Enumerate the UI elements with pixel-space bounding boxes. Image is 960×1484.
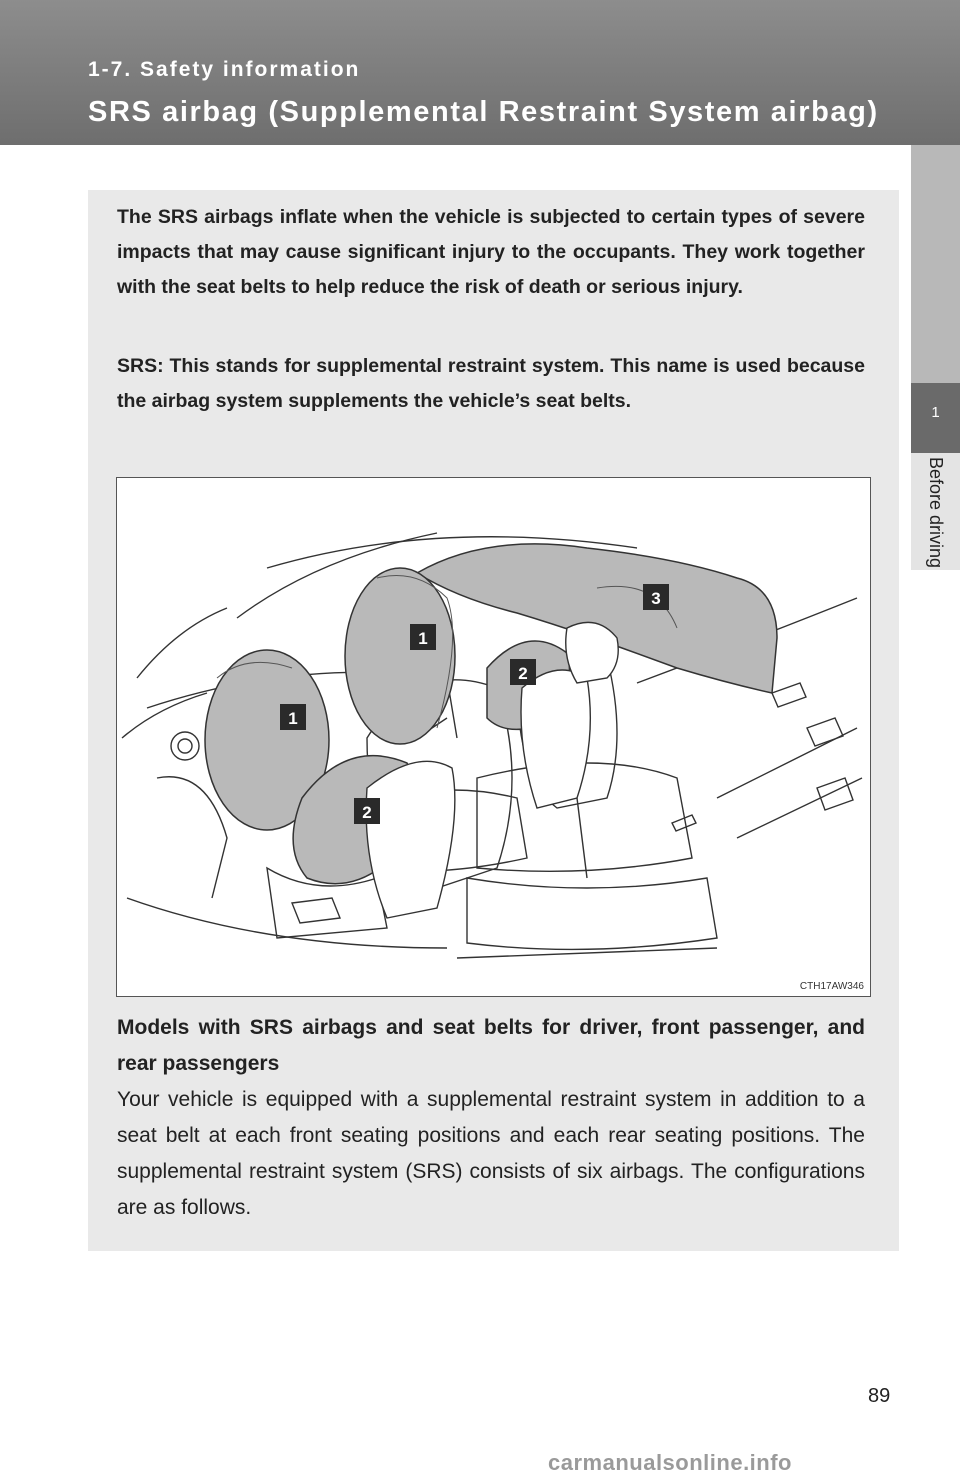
callout-label: 2 [510, 659, 536, 685]
callout-label: 2 [354, 798, 380, 824]
section-label: 1-7. Safety information [88, 58, 361, 81]
callout-label: 1 [280, 704, 306, 730]
passenger-front-airbag-shape [345, 568, 455, 744]
chapter-title: Before driving [926, 457, 946, 569]
side-tab-upper [911, 145, 960, 383]
page-title: SRS airbag (Supplemental Restraint System airbag) [88, 96, 879, 128]
vehicle-interior-drawing [117, 478, 871, 997]
figure-code: CTH17AW346 [799, 981, 864, 992]
callout-label: 3 [643, 584, 669, 610]
section-subheading: Models with SRS airbags and seat belts for driver, front passenger, and rear passengers [117, 1016, 865, 1075]
page-number: 89 [868, 1385, 891, 1407]
chapter-title-tab [911, 453, 960, 570]
section-body: Your vehicle is equipped with a supplemental restraint system in addition to a seat belt at each front seating positions and each rear seating positions. The supplemental restraint system (SRS) consists of six airbags. The configurations are as follows. [117, 1088, 865, 1219]
watermark: carmanualsonline.info [548, 1450, 792, 1475]
airbag-illustration [116, 477, 871, 997]
intro-paragraph-1: The SRS airbags inflate when the vehicle is subjected to certain types of severe impacts that may cause significant injury to the occupants. They work together with the seat belts to help reduce the risk of death or serious injury. [117, 206, 865, 298]
callout-label: 1 [410, 624, 436, 650]
chapter-number-tab: 1 [911, 383, 960, 453]
intro-paragraph-2: SRS: This stands for supplemental restraint system. This name is used because the airbag system supplements the vehicle’s seat belts. [117, 355, 865, 412]
